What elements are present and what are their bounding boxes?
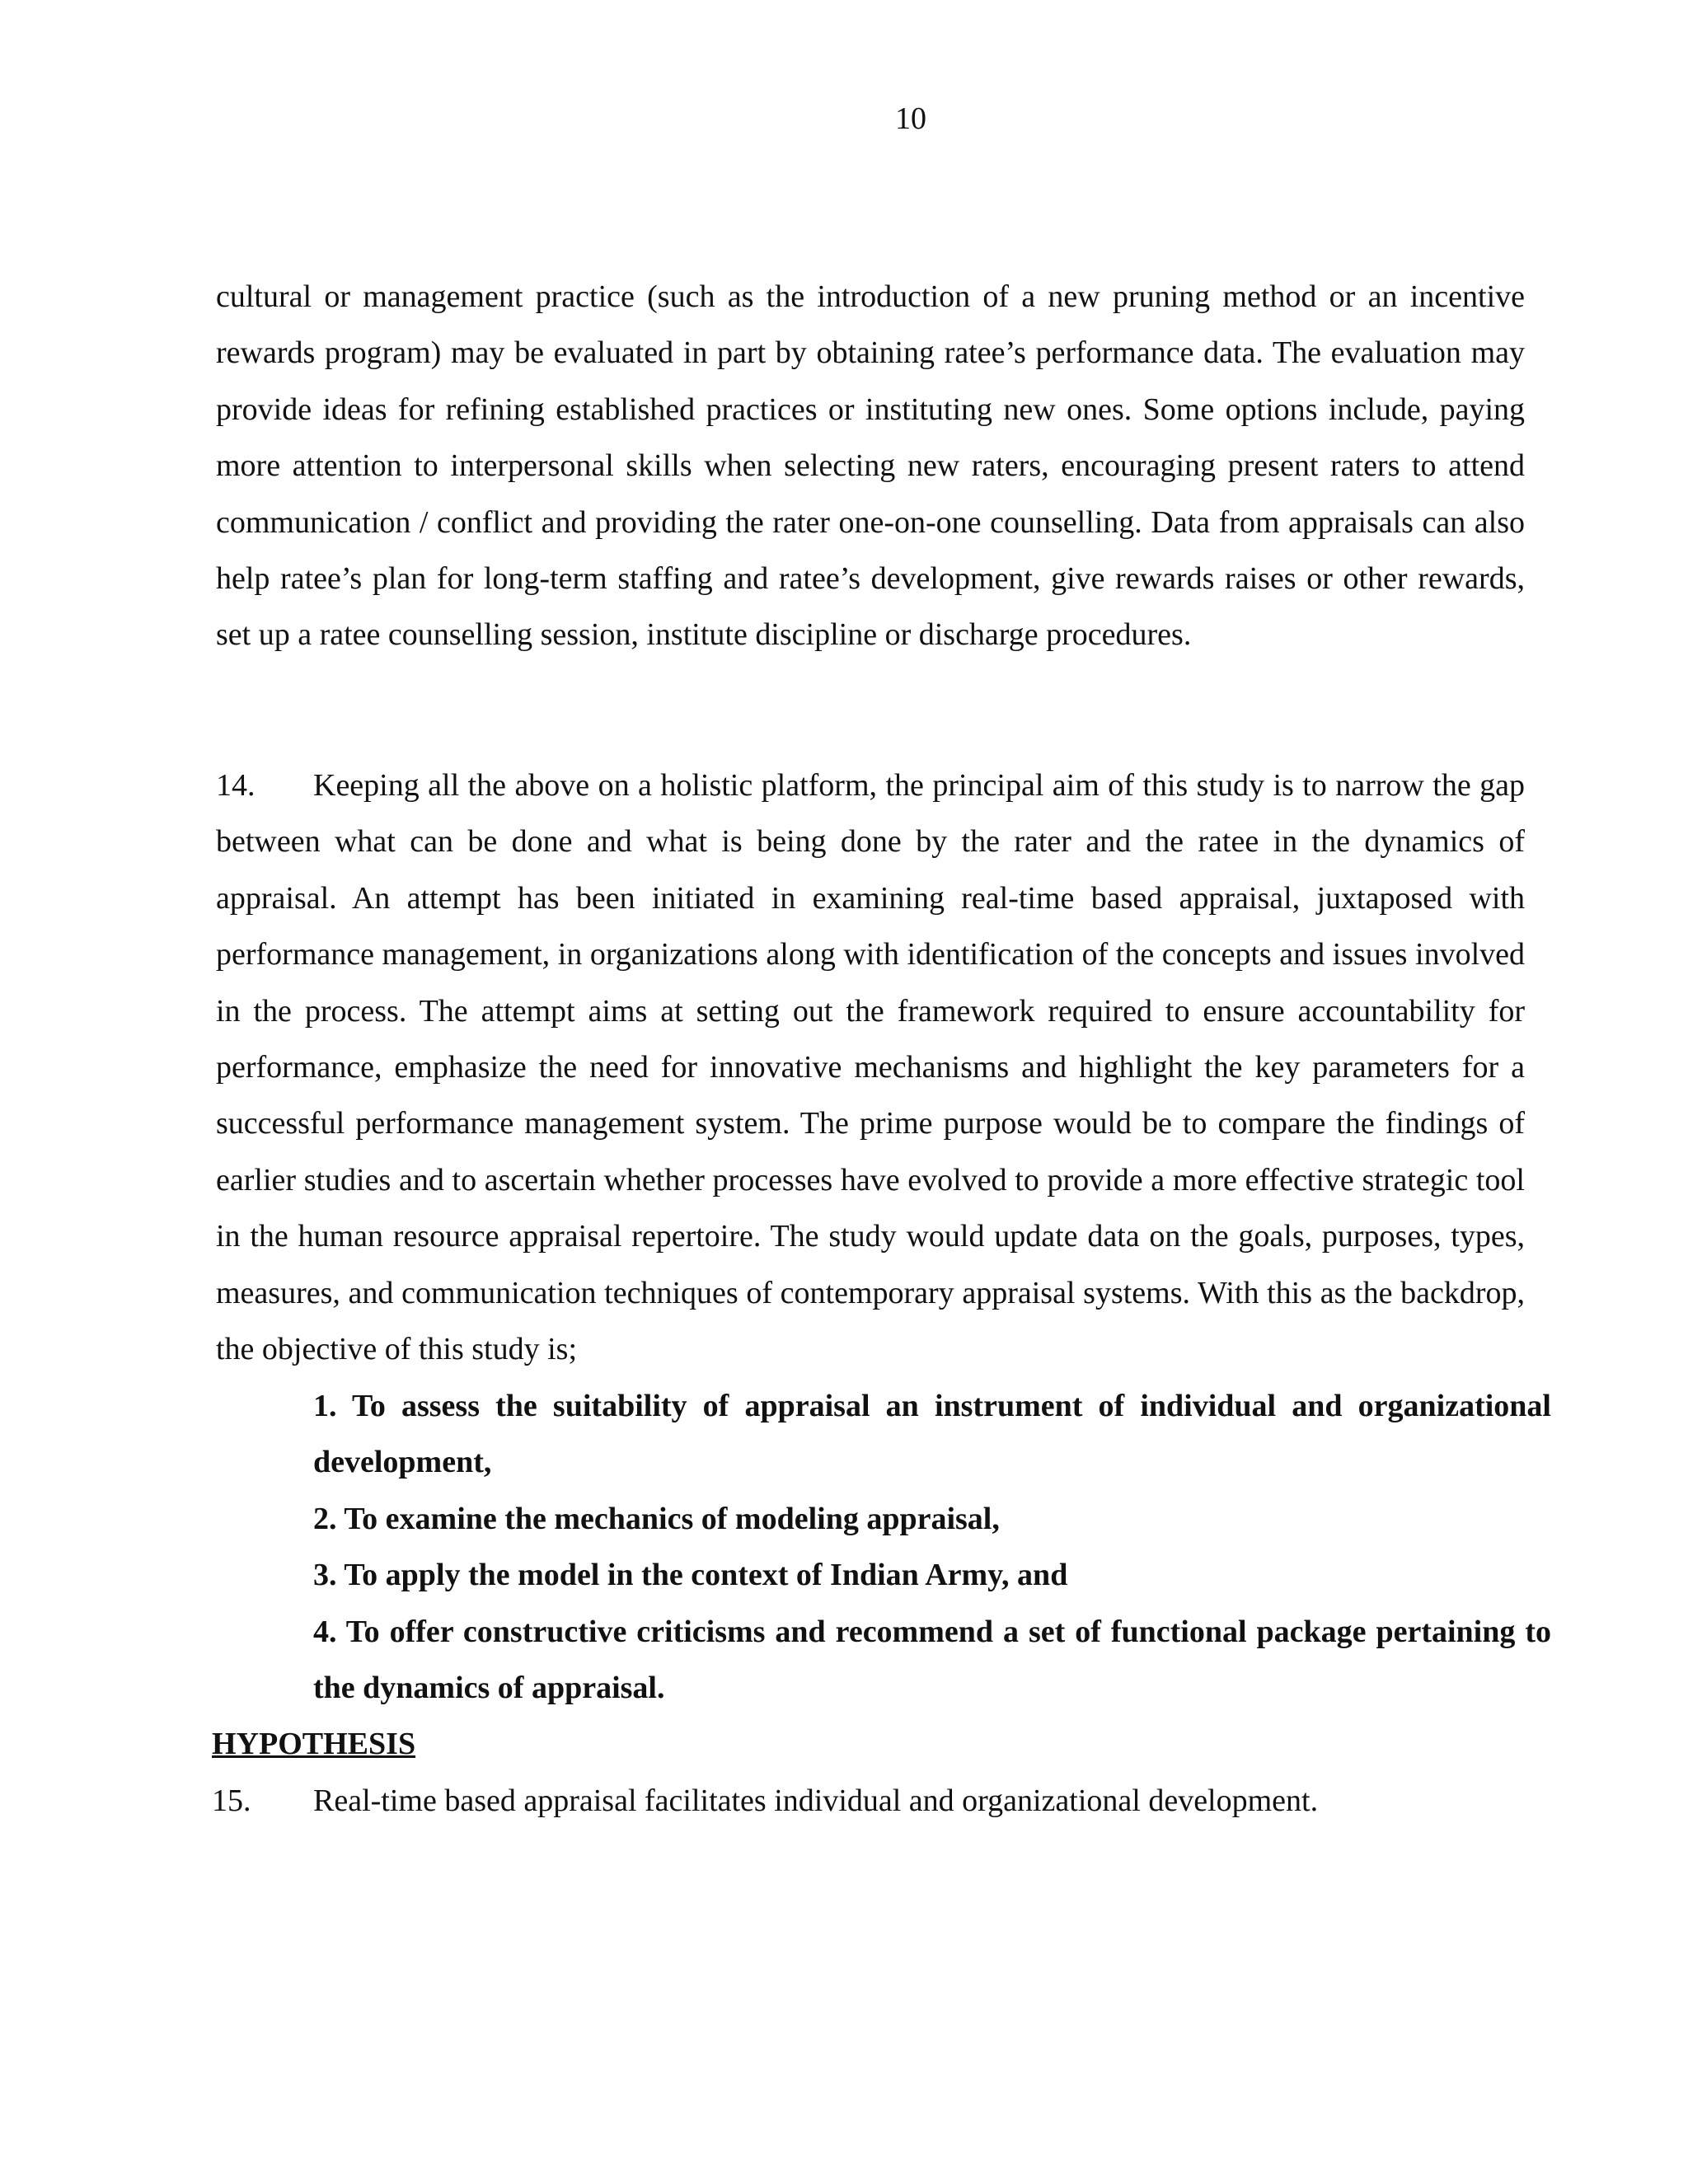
paragraph-number: 15. (212, 1783, 251, 1818)
paragraph-number: 14. (216, 768, 256, 803)
objective-item: 3. To apply the model in the context of Indian Army, and (313, 1558, 1068, 1593)
section-heading-hypothesis: HYPOTHESIS (212, 1727, 416, 1761)
objective-item: 4. To offer constructive criticisms and recommend a set of functional package pertaining to the dynamics of appraisal. (313, 1614, 1551, 1706)
objective-item: 2. To examine the mechanics of modeling appraisal, (313, 1501, 1000, 1536)
page-number: 10 (895, 101, 926, 136)
paragraph-continuation: cultural or management practice (such as the introduction of a new pruning method or an incentive rewards program) may be evaluated in part by obtaining ratee’s performance data. The evaluation may provide ideas for refining established practices or instituting new ones. Some options include, paying more attention to interpersonal skills when selecting new raters, encouraging present raters to attend communication / conflict and providing the rater one-on-one counselling. Data from appraisals can also help ratee’s plan for long-term staffing and ratee’s development, give rewards raises or other rewards, set up a ratee counselling session, institute discipline or discharge procedures. (216, 279, 1525, 653)
objective-item: 1. To assess the suitability of appraisal an instrument of individual and organizational development, (313, 1389, 1551, 1480)
paragraph-text: Real-time based appraisal facilitates individual and organizational development. (313, 1783, 1319, 1818)
paragraph-14 (216, 757, 1525, 1377)
paragraph-15 (212, 1773, 1531, 1829)
objectives-list (313, 1378, 1551, 1716)
paragraph-text: Keeping all the above on a holistic platform, the principal aim of this study is to narrow the gap between what can be done and what is being done by the rater and the ratee in the dynamics of appraisal. An attempt has been initiated in examining real-time based appraisal, juxtaposed with performance management, in organizations along with identification of the concepts and issues involved in the process. The attempt aims at setting out the framework required to ensure accountability for performance, emphasize the need for innovative mechanisms and highlight the key parameters for a successful performance management system. The prime purpose would be to compare the findings of earlier studies and to ascertain whether processes have evolved to provide a more effective strategic tool in the human resource appraisal repertoire. The study would update data on the goals, purposes, types, measures, and communication techniques of contemporary appraisal systems. With this as the backdrop, the objective of this study is; (216, 768, 1525, 1367)
